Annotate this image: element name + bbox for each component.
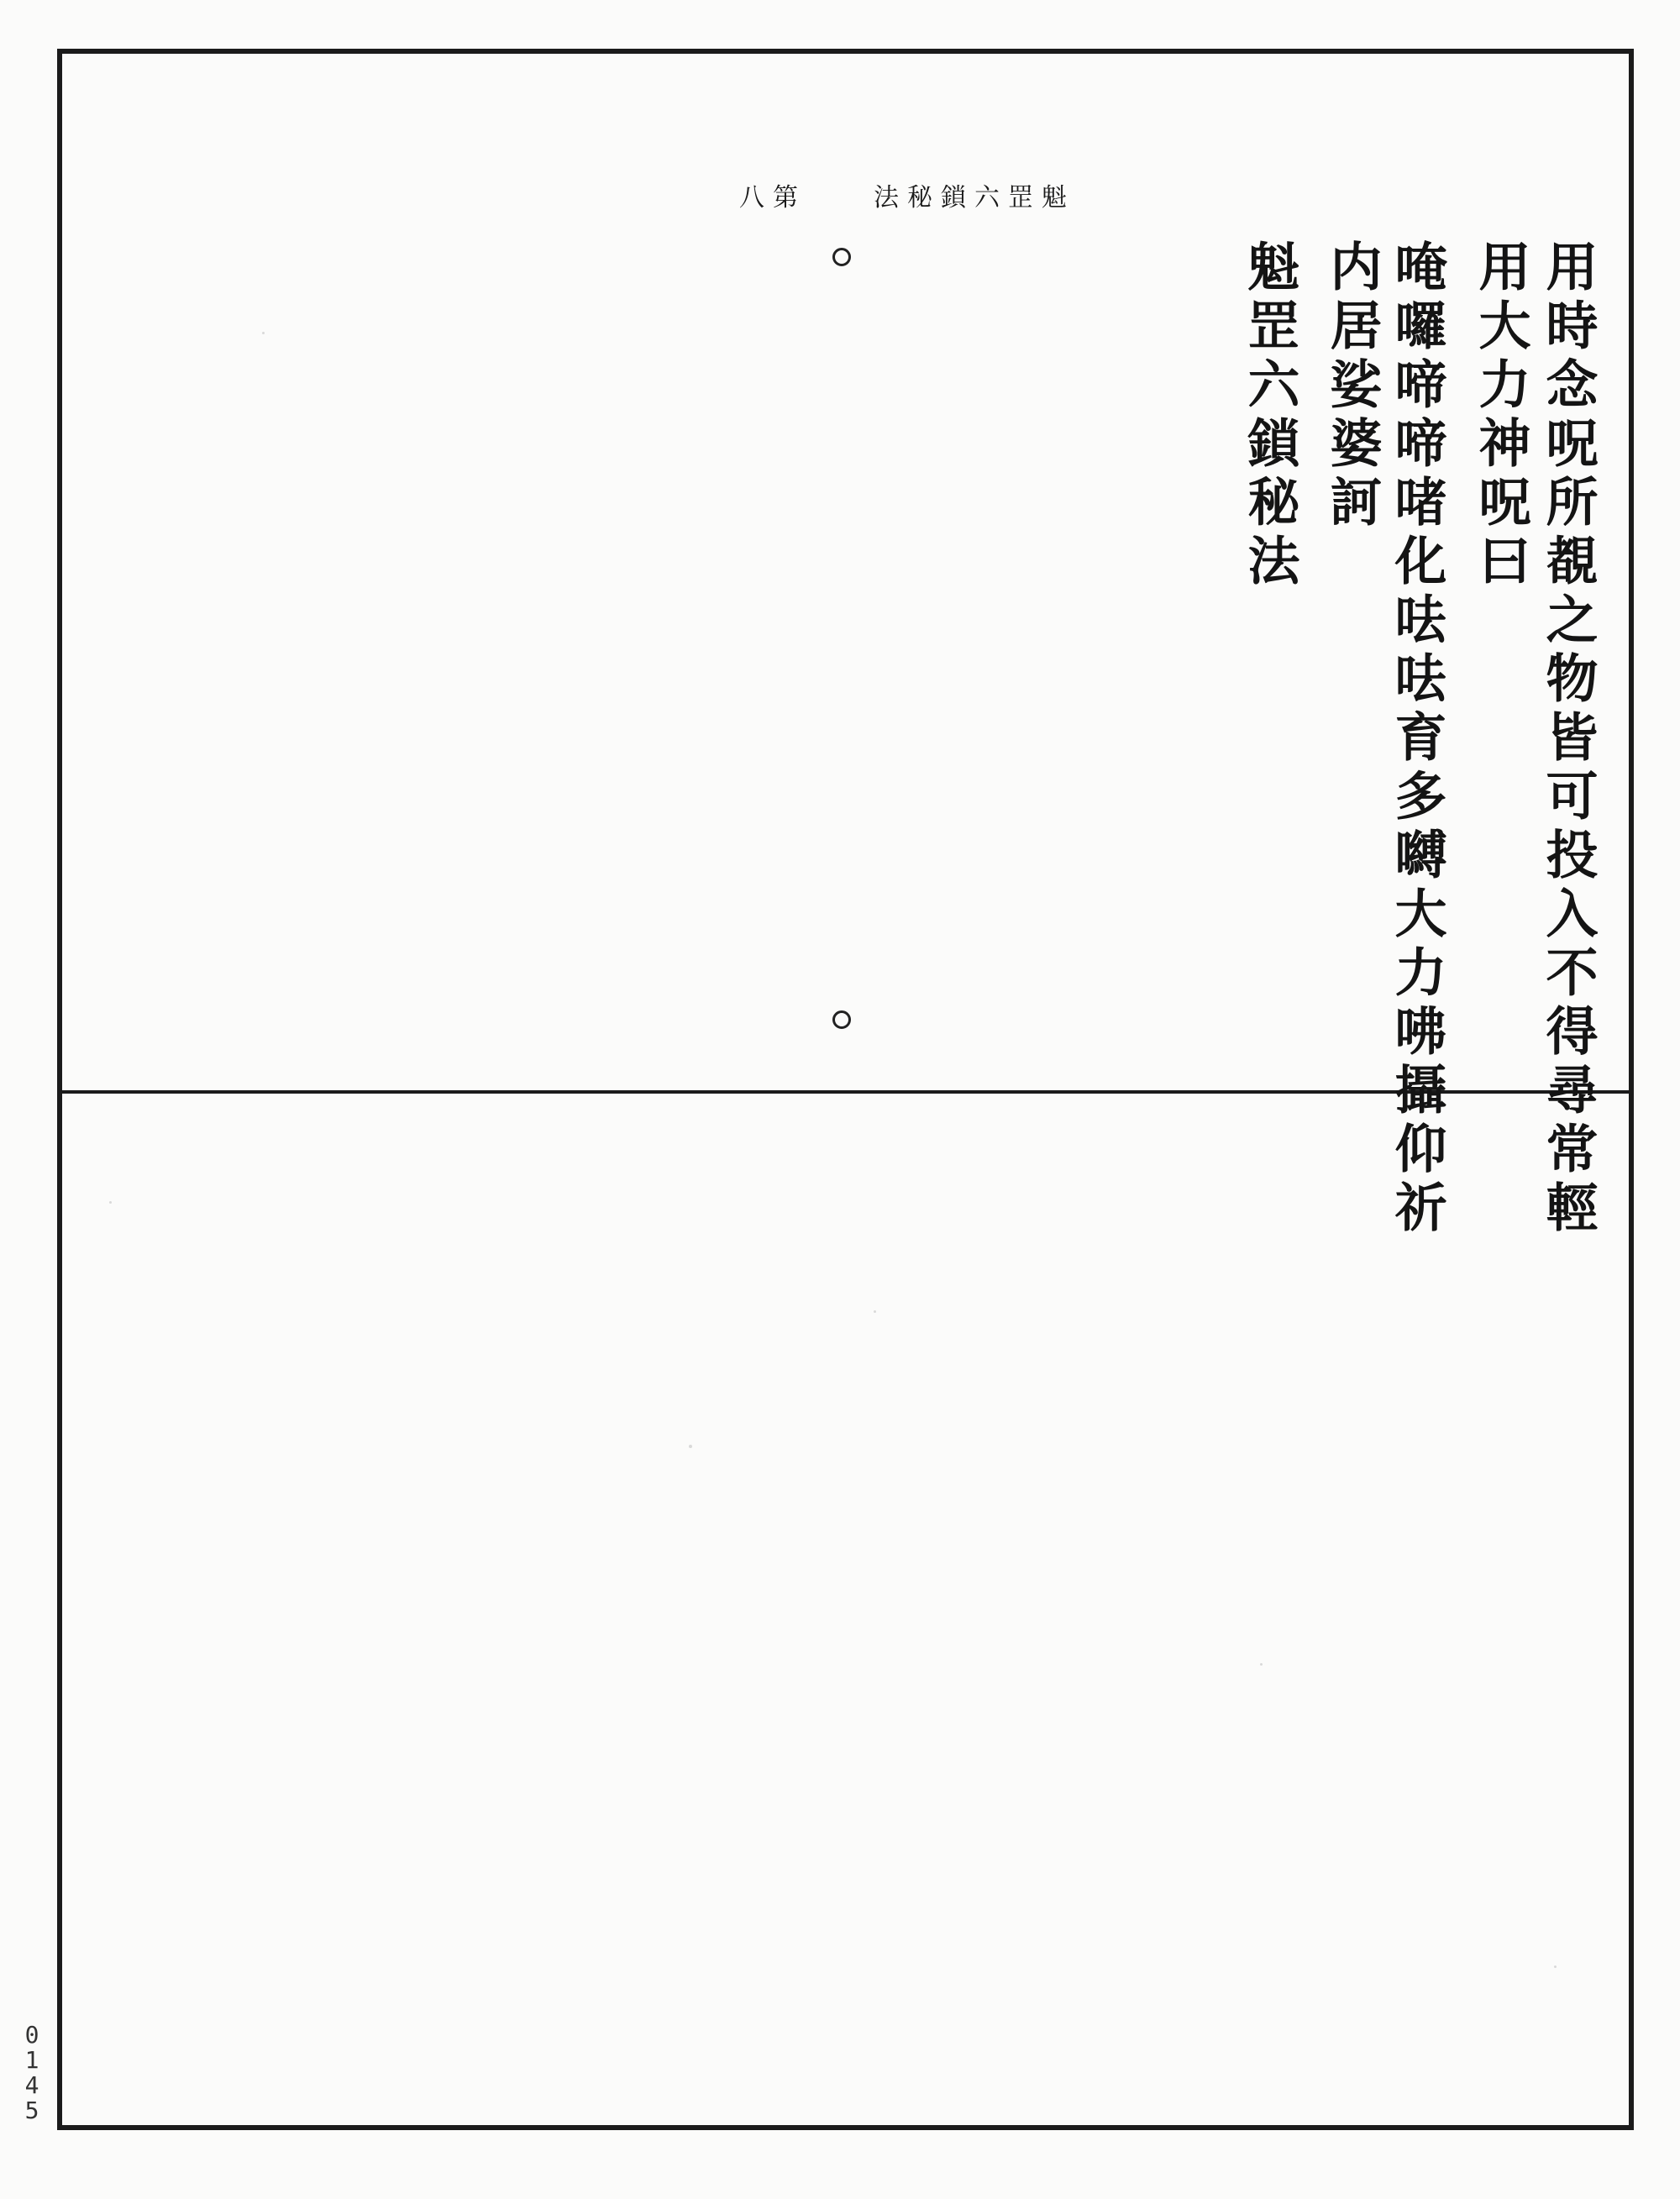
scan-speck <box>109 1201 112 1204</box>
chapter-label: 八第 <box>739 183 806 213</box>
binding-hole-icon <box>832 248 851 266</box>
text-column-2: 用大力神呪曰 <box>1470 239 1531 592</box>
running-header <box>739 176 1142 213</box>
text-column-3: 唵囉啼啼啫化呿呿育多嚩大力咈攝仰祈 <box>1386 239 1447 1239</box>
text-column-1: 用時念呪所覩之物皆可投入不得尋常輕 <box>1537 239 1599 1239</box>
text-column-5: 魁罡六鎖秘法 <box>1239 239 1300 592</box>
text-column-4: 内居娑婆訶 <box>1321 239 1383 533</box>
scan-speck <box>874 1310 876 1313</box>
scan-speck <box>689 1445 692 1448</box>
binding-hole-icon <box>832 1010 851 1029</box>
page-number: 0145 <box>24 2021 39 2124</box>
scan-speck <box>262 332 265 334</box>
scan-speck <box>1260 1663 1263 1666</box>
book-title: 法秘鎖六罡魁 <box>874 183 1075 213</box>
scan-speck <box>1554 1965 1557 1968</box>
